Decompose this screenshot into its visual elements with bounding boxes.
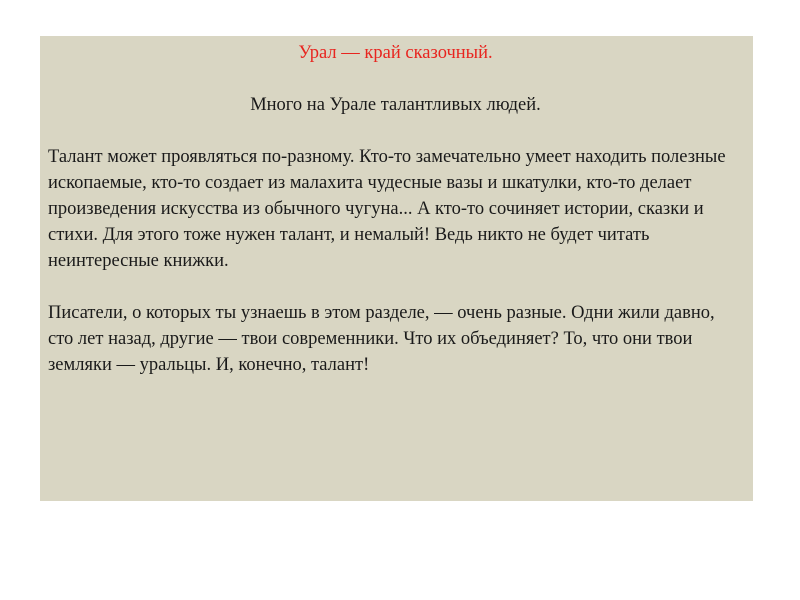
spacer	[48, 66, 743, 92]
spacer	[48, 274, 743, 300]
paragraph-talent: Талант может проявляться по-разному. Кто-то замечательно умеет находить полезные ископаемые, кто-то создает из малахита чудесные вазы и шкатулки, кто-то делает произведения искусства из обычного чугуна... А кто-то сочиняет истории, сказки и стихи. Для этого тоже нужен талант, и немалый! Ведь никто не будет читать неинтересные книжки.	[48, 147, 726, 271]
slide-subtitle: Много на Урале талантливых людей.	[250, 95, 541, 115]
spacer	[48, 118, 743, 144]
paragraph-writers: Писатели, о которых ты узнаешь в этом разделе, — очень разные. Одни жили давно, сто лет назад, другие — твои современники. Что их объединяет? То, что они твои земляки — уральцы. И, конечно, талант!	[48, 303, 715, 375]
text-box	[40, 36, 753, 501]
slide-title: Урал — край сказочный.	[298, 43, 493, 63]
